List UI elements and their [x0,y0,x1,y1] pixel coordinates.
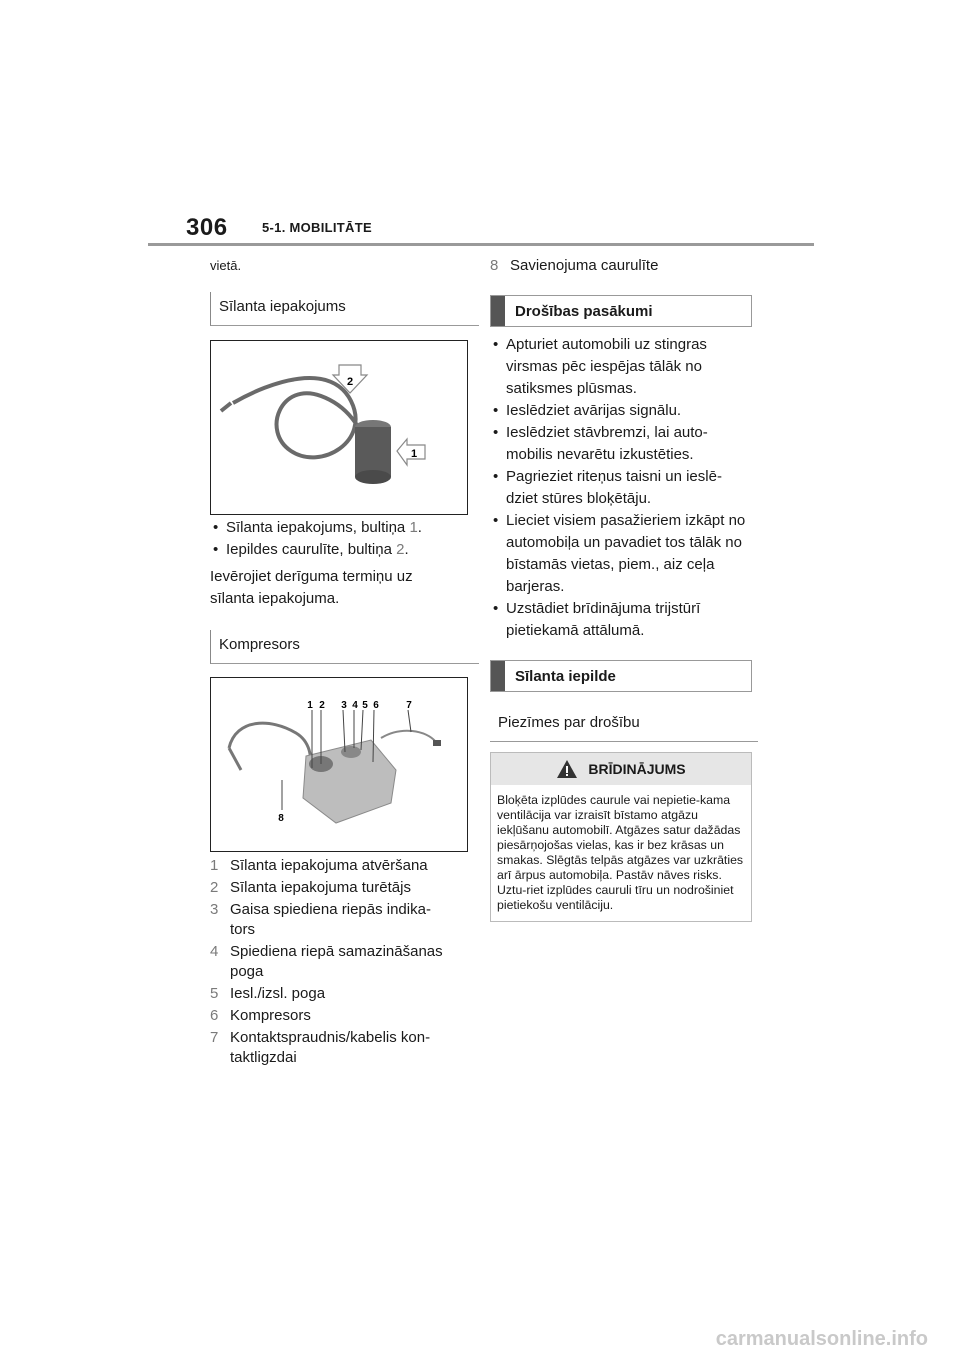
warning-title: BRĪDINĀJUMS [588,761,686,777]
label-8: 8 [278,813,284,824]
warning-box [490,752,752,922]
bullet-item: • Uzstādiet brīdinājuma trijstūrī pietiekamā attālumā. [490,598,748,642]
label-4: 4 [352,700,358,711]
bullet-item: • Apturiet automobili uz stingras virsmas pēc iespējas tālāk no satiksmes plūsmas. [490,334,748,400]
label-2: 2 [319,700,325,711]
list-item: 4 Spiediena riepā samazināšanas poga [210,943,443,980]
bullet-item: • Ieslēdziet avārijas signālu. [490,400,748,422]
header-divider [148,243,814,246]
bullet-item: • Lieciet visiem pasažieriem izkāpt no automobiļa un pavadiet tos tālāk no bīstamās vietas, piem., aiz ceļa barjeras. [490,510,748,598]
label-3: 3 [341,700,347,711]
power-cable [381,731,436,742]
bullet-item: • Sīlanta iepakojums, bultiņa 1. [210,517,470,539]
page-number: 306 [186,214,228,241]
bullet-item: • Iepildes caurulīte, bultiņa 2. [210,539,470,561]
compressor-parts-list [210,856,465,1070]
list-item: 1 Sīlanta iepakojuma atvēršana [210,857,428,874]
hose-tip [229,748,241,770]
lead-text: vietā. [210,258,242,273]
pressure-gauge [341,746,361,758]
hose-end [221,403,231,411]
label-2: 2 [346,376,354,388]
sealant-heading: Sīlanta iepakojums [210,292,479,326]
warning-text: Bloķēta izplūdes caurule vai nepietie-kama ventilācija var izraisīt bīstamo atgāzu iekļūšanu automobilī. Atgāzes satur dažādas piesārņojošas vielas, kas ir bez krāsas un smakas. Slēgtās telpās atgāzes var uzkrāties arī ārpus automobiļa. Pastāv nāves risks. Uztu-riet izplūdes cauruli tīru un nodrošiniet pietiekošu ventilāciju. [497,793,744,912]
safety-notes-heading: Piezīmes par drošību [490,708,758,742]
sealant-illustration [211,341,467,514]
sealant-fill-heading: Sīlanta iepilde [490,660,752,692]
list-item: 3 Gaisa spiediena riepās indika-tors [210,901,431,938]
bottle-bottom [355,470,391,484]
compressor-heading: Kompresors [210,630,479,664]
list-item: 7 Kontaktspraudnis/kabelis kon-taktligzdai [210,1029,431,1066]
compressor-illustration [211,678,467,851]
compressor-figure [210,677,468,852]
label-6: 6 [373,700,379,711]
watermark: carmanualsonline.info [715,1328,928,1350]
safety-bullets [490,334,748,642]
section-title: 5-1. MOBILITĀTE [262,220,372,235]
connection-hose [229,723,311,768]
list-item: 2 Sīlanta iepakojuma turētājs [210,879,411,896]
label-5: 5 [362,700,368,711]
warning-triangle-icon [556,759,578,779]
bullet-item: • Ieslēdziet stāvbremzi, lai auto-mobilis nevarētu izkustēties. [490,422,748,466]
item-8: 8 Savienojuma caurulīte [490,257,659,274]
safety-heading: Drošības pasākumi [490,295,752,327]
bullet-item: • Pagrieziet riteņus taisni un ieslē-dziet stūres bloķētāju. [490,466,748,510]
label-7: 7 [406,700,412,711]
label-1: 1 [410,448,418,460]
expiry-note: Ievērojiet derīguma termiņu uz sīlanta iepakojuma. [210,568,413,607]
sealant-bottle [355,427,391,477]
label-1: 1 [307,700,313,711]
sealant-bullets [210,517,470,561]
sealant-figure [210,340,468,515]
list-item: 5 Iesl./izsl. poga [210,985,326,1002]
list-item: 6 Kompresors [210,1007,311,1024]
plug-icon [433,740,441,746]
